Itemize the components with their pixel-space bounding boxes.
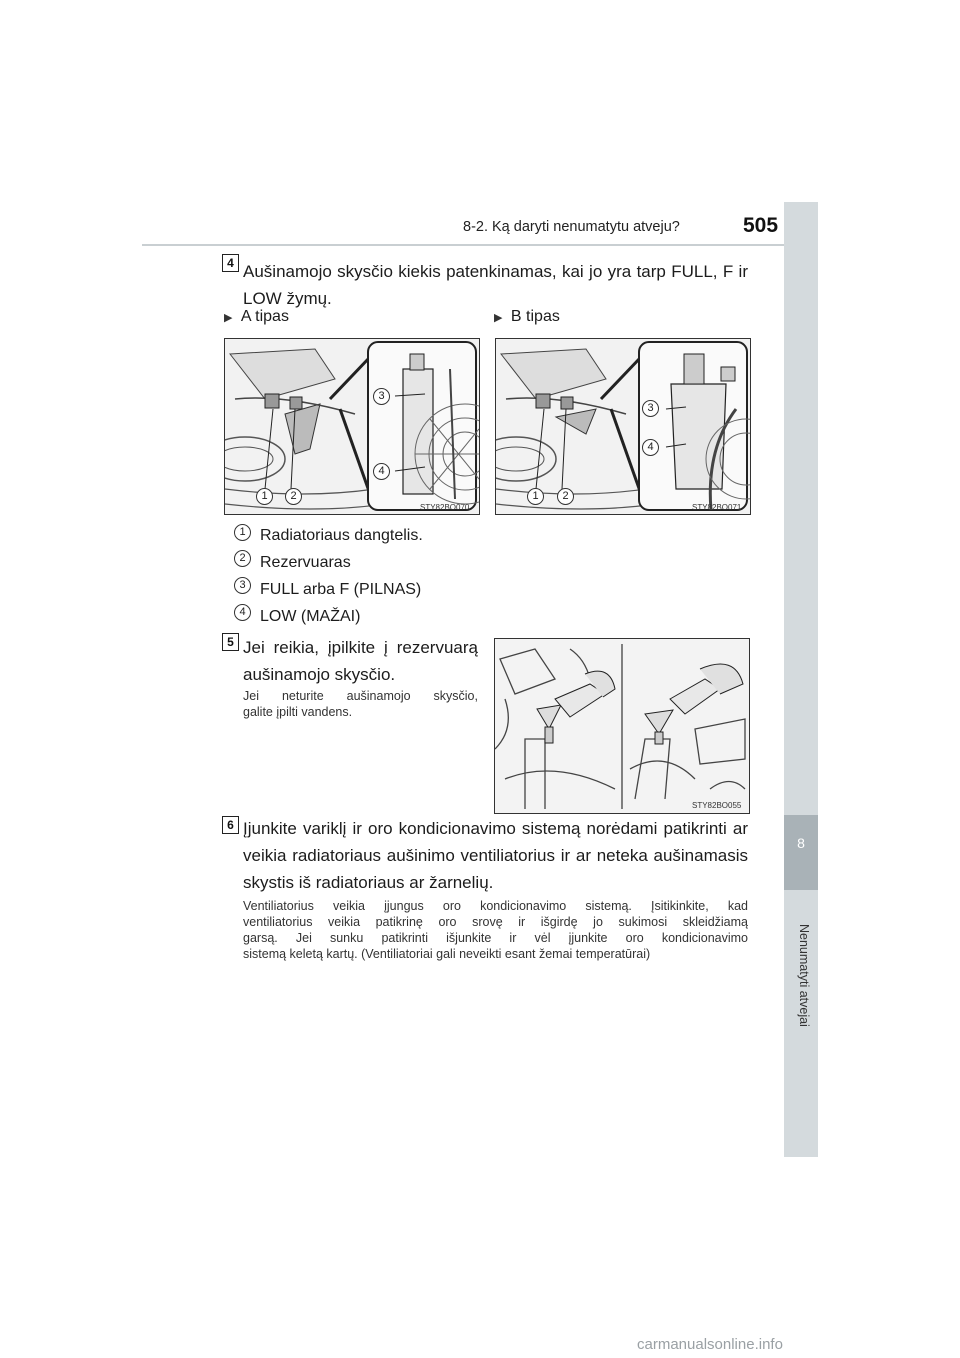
chapter-number: 8 [797,835,805,851]
triangle-bullet-icon: ▶ [224,312,233,324]
type-b-label: B tipas [510,308,560,325]
callout-3: 3 [642,400,659,417]
legend-num-1: 1 [234,524,251,541]
step-6-text-line3: skystis iš radiatoriaus ar žarnelių. [243,873,494,892]
legend-num-3: 3 [234,577,251,594]
step-number-5: 5 [222,633,239,651]
step-5-text-line1: Jei reikia, įpilkite į rezervuarą [243,638,478,657]
figure-code-b: STY82BO071 [692,503,742,512]
figure-refill [494,638,750,814]
step-4-text-line2: LOW žymų. [243,289,332,308]
step-5-note-line1: Jei neturite aušinamojo skysčio, [243,689,478,703]
callout-1: 1 [527,488,544,505]
step-6-text-line1: Įjunkite variklį ir oro kondicionavimo sistemą norėdami patikrinti ar [243,819,748,838]
page-number: 505 [743,214,779,237]
step-5-note-line2: galite įpilti vandens. [243,705,353,719]
callout-2: 2 [285,488,302,505]
header-rule [142,244,818,246]
callout-3: 3 [373,388,390,405]
figure-type-b [495,338,751,515]
legend-text-4: LOW (MAŽAI) [260,608,361,625]
figure-code-a: STY82BO070 [420,503,470,512]
watermark: carmanualsonline.info [637,1336,783,1353]
refill-illustration [495,639,749,813]
legend-num-4: 4 [234,604,251,621]
section-title: 8-2. Ką daryti nenumatytu atveju? [463,219,680,235]
figure-code-refill: STY82BO055 [692,801,742,810]
chapter-tab[interactable] [784,815,818,890]
callout-1: 1 [256,488,273,505]
figure-type-a [224,338,480,515]
type-b-heading [494,308,560,326]
callout-4: 4 [373,463,390,480]
type-a-label: A tipas [240,308,289,325]
legend-num-2: 2 [234,550,251,567]
step-6-note-line3: garsą. Jei sunku patikrinti išjunkite ir vėl įjunkite oro kondicionavimo [243,931,748,945]
step-6-text-line2: veikia radiatoriaus aušinimo ventiliatorius ir ar neteka aušinamasis [243,846,748,865]
step-6-note-line1: Ventiliatorius veikia įjungus oro kondicionavimo sistemą. Įsitikinkite, kad [243,899,748,913]
callout-4: 4 [642,439,659,456]
step-6-note-line4: sistemą keletą kartų. (Ventiliatoriai gali neveikti esant žemai temperatūrai) [243,947,651,961]
legend-text-2: Rezervuaras [260,554,351,571]
legend-text-1: Radiatoriaus dangtelis. [260,527,423,544]
triangle-bullet-icon: ▶ [494,312,503,324]
legend-text-3: FULL arba F (PILNAS) [260,581,422,598]
step-number-6: 6 [222,816,239,834]
step-number-4: 4 [222,254,239,272]
step-5-text-line2: aušinamojo skysčio. [243,665,396,684]
step-4-text-line1: Aušinamojo skysčio kiekis patenkinamas, kai jo yra tarp FULL, F ir [243,262,748,281]
chapter-title: Nenumatyti atvejai [797,924,811,1027]
type-a-heading [224,308,289,326]
step-6-note-line2: ventiliatorius veikia patikrinę oro srovę ir išgirdę jo sukimosi skleidžiamą [243,915,748,929]
callout-2: 2 [557,488,574,505]
